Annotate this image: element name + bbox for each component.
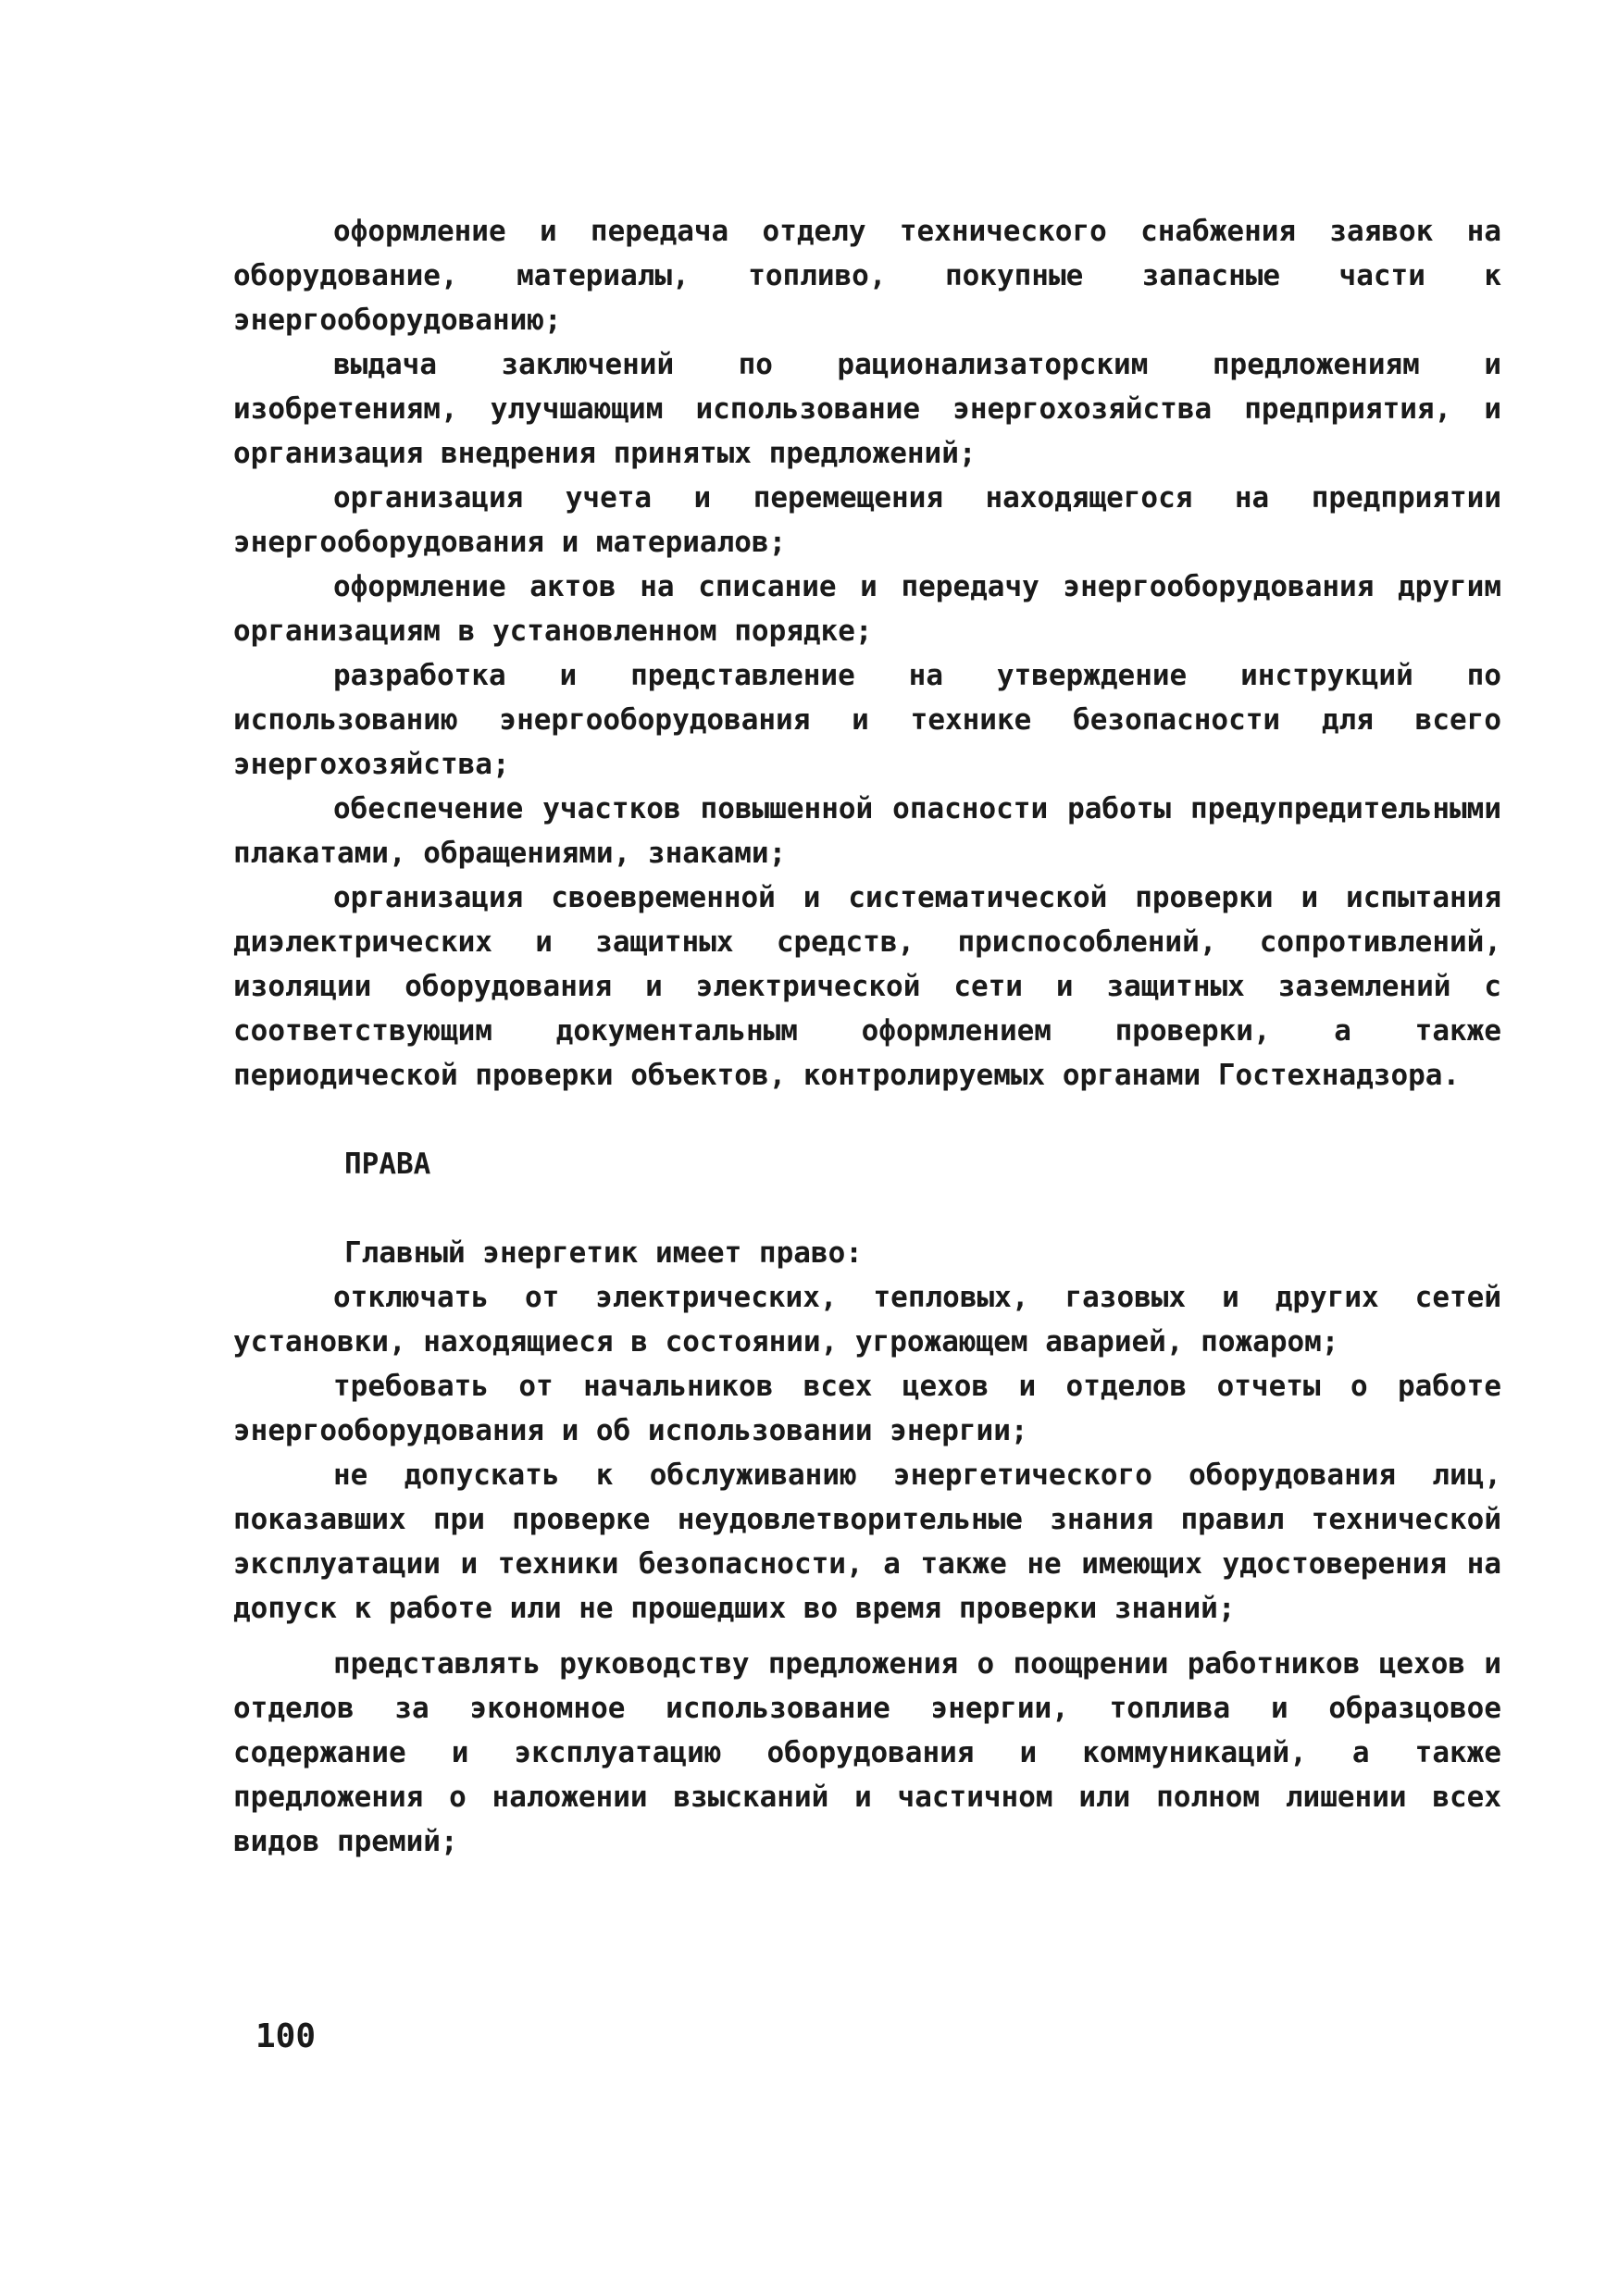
paragraph: разработка и представление на утверждение инструкций по использованию энергооборудования и технике безопасности для всего энергохозяйства; [233, 659, 1501, 781]
paragraph: выдача заключений по рационализаторским предложениям и изобретениям, улучшающим использование энергохозяйства предприятия, и организация внедрения принятых предложений; [233, 348, 1501, 470]
paragraph: организация своевременной и систематической проверки и испытания диэлектрических и защитных средств, приспособлений, сопротивлений, изоляции оборудования и электрической сети и защитных заземлений с соответствующим документальным оформлением проверки, а также периодической проверки объектов, контролируемых органами Гостехнадзора. [233, 881, 1501, 1092]
paragraph: оформление и передача отделу технического снабжения заявок на оборудование, материалы, топливо, покупные запасные части к энергооборудованию; [233, 215, 1501, 337]
paragraph: требовать от начальников всех цехов и отделов отчеты о работе энергооборудования и об использовании энергии; [233, 1370, 1501, 1447]
paragraph: представлять руководству предложения о поощрении работников цехов и отделов за экономное использование энергии, топлива и образцовое содержание и эксплуатацию оборудования и коммуникаций, а также предложения о наложении взысканий и частичном или полном лишении всех видов премий; [233, 1647, 1501, 1858]
paragraph: обеспечение участков повышенной опасности работы предупредительными плакатами, обращениями, знаками; [233, 792, 1501, 870]
paragraph: организация учета и перемещения находящегося на предприятии энергооборудования и материалов; [233, 481, 1501, 559]
paragraph: оформление актов на списание и передачу энергооборудования другим организациям в установленном порядке; [233, 570, 1501, 648]
paragraph: не допускать к обслуживанию энергетического оборудования лиц, показавших при проверке неудовлетворительные знания правил технической эксплуатации и техники безопасности, а также не имеющих удостоверения на допуск к работе или не прошедших во время проверки знаний; [233, 1458, 1501, 1625]
paragraph: отключать от электрических, тепловых, газовых и других сетей установки, находящиеся в состоянии, угрожающем аварией, пожаром; [233, 1281, 1501, 1359]
body-text [233, 209, 1501, 1864]
page-number: 100 [255, 2017, 317, 2055]
section-heading: ПРАВА [344, 1148, 431, 1181]
rights-intro: Главный энергетик имеет право: [344, 1236, 863, 1270]
